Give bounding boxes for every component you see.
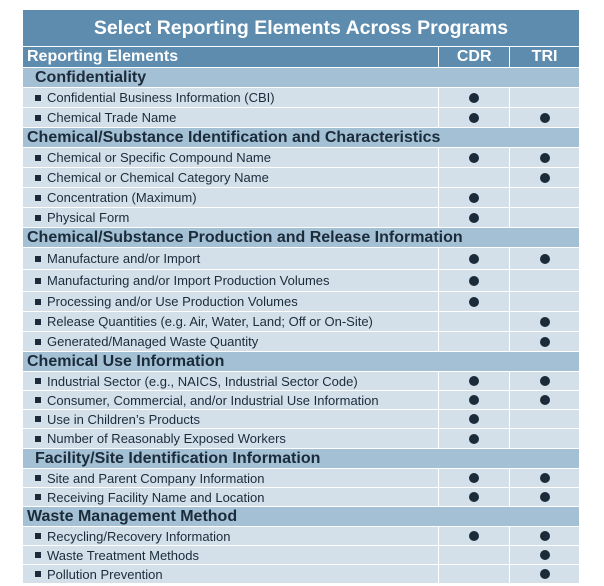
tri-cell: [510, 527, 579, 545]
filled-circle-icon: [540, 113, 550, 123]
tri-cell: [510, 469, 579, 487]
filled-circle-icon: [469, 193, 479, 203]
table-row: [23, 148, 579, 167]
filled-circle-icon: [540, 317, 550, 327]
filled-circle-icon: [540, 254, 550, 264]
cdr-cell: [439, 332, 510, 351]
header-elements: Reporting Elements: [23, 47, 439, 67]
filled-circle-icon: [540, 376, 550, 386]
section-confidentiality: Confidentiality: [23, 68, 579, 87]
cdr-cell: [439, 312, 510, 331]
bullet-square-icon: [35, 155, 41, 161]
tri-cell: [510, 108, 579, 127]
section-identification: Chemical/Substance Identification and Characteristics: [23, 128, 579, 147]
filled-circle-icon: [540, 337, 550, 347]
tri-cell: [510, 429, 579, 448]
table-row: [23, 188, 579, 207]
cdr-cell: [439, 469, 510, 487]
cdr-cell: [439, 391, 510, 409]
tri-cell: [510, 565, 579, 583]
cdr-cell: [439, 292, 510, 311]
filled-circle-icon: [469, 113, 479, 123]
bullet-square-icon: [35, 436, 41, 442]
row-label: Manufacture and/or Import: [47, 251, 201, 266]
bullet-square-icon: [35, 299, 41, 305]
bullet-square-icon: [35, 319, 41, 325]
bullet-square-icon: [35, 278, 41, 284]
cdr-cell: [439, 208, 510, 227]
row-label: Number of Reasonably Exposed Workers: [47, 431, 286, 446]
cdr-cell: [439, 148, 510, 167]
filled-circle-icon: [540, 173, 550, 183]
row-label: Consumer, Commercial, and/or Industrial Use Information: [47, 392, 379, 408]
table-row: [23, 332, 579, 351]
header-row: [23, 47, 579, 67]
tri-cell: [510, 312, 579, 331]
filled-circle-icon: [540, 569, 550, 579]
table-row: [23, 565, 579, 583]
tri-cell: [510, 168, 579, 187]
row-label: Waste Treatment Methods: [47, 547, 199, 563]
row-label: Concentration (Maximum): [47, 190, 197, 205]
tri-cell: [510, 208, 579, 227]
cdr-cell: [439, 410, 510, 428]
bullet-square-icon: [35, 533, 41, 539]
row-label: Chemical or Specific Compound Name: [47, 150, 271, 165]
tri-cell: [510, 332, 579, 351]
bullet-square-icon: [35, 416, 41, 422]
filled-circle-icon: [469, 213, 479, 223]
table-row: [23, 88, 579, 107]
filled-circle-icon: [540, 531, 550, 541]
tri-cell: [510, 391, 579, 409]
bullet-square-icon: [35, 475, 41, 481]
row-label: Confidential Business Information (CBI): [47, 90, 275, 105]
section-chemical-use: Chemical Use Information: [23, 352, 579, 371]
table-row: [23, 292, 579, 311]
filled-circle-icon: [540, 395, 550, 405]
tri-cell: [510, 88, 579, 107]
row-label: Industrial Sector (e.g., NAICS, Industrial Sector Code): [47, 373, 358, 389]
filled-circle-icon: [540, 473, 550, 483]
bullet-square-icon: [35, 339, 41, 345]
table-row: [23, 312, 579, 331]
cdr-cell: [439, 565, 510, 583]
row-label: Site and Parent Company Information: [47, 470, 265, 486]
row-label: Chemical Trade Name: [47, 110, 177, 125]
tri-cell: [510, 546, 579, 564]
filled-circle-icon: [469, 531, 479, 541]
cdr-cell: [439, 270, 510, 291]
tri-cell: [510, 188, 579, 207]
filled-circle-icon: [469, 492, 479, 502]
cdr-cell: [439, 429, 510, 448]
filled-circle-icon: [469, 473, 479, 483]
tri-cell: [510, 148, 579, 167]
cdr-cell: [439, 188, 510, 207]
bullet-square-icon: [35, 256, 41, 262]
row-label: Chemical or Chemical Category Name: [47, 170, 269, 185]
tri-cell: [510, 270, 579, 291]
table-row: [23, 108, 579, 127]
section-waste-management: Waste Management Method: [23, 507, 579, 526]
table-row: [23, 248, 579, 269]
cdr-cell: [439, 168, 510, 187]
filled-circle-icon: [469, 254, 479, 264]
row-label: Pollution Prevention: [47, 566, 163, 582]
cdr-cell: [439, 546, 510, 564]
tri-cell: [510, 488, 579, 506]
filled-circle-icon: [540, 492, 550, 502]
reporting-elements-table: [23, 10, 579, 583]
filled-circle-icon: [469, 276, 479, 286]
filled-circle-icon: [469, 93, 479, 103]
table-row: [23, 527, 579, 545]
bullet-square-icon: [35, 378, 41, 384]
filled-circle-icon: [469, 297, 479, 307]
filled-circle-icon: [540, 550, 550, 560]
row-label: Release Quantities (e.g. Air, Water, Land; Off or On-Site): [47, 314, 373, 329]
filled-circle-icon: [540, 153, 550, 163]
tri-cell: [510, 410, 579, 428]
bullet-square-icon: [35, 195, 41, 201]
table-row: [23, 469, 579, 487]
section-facility-site: Facility/Site Identification Information: [23, 449, 579, 468]
cdr-cell: [439, 248, 510, 269]
filled-circle-icon: [469, 434, 479, 444]
bullet-square-icon: [35, 552, 41, 558]
bullet-square-icon: [35, 397, 41, 403]
cdr-cell: [439, 527, 510, 545]
table-row: [23, 208, 579, 227]
filled-circle-icon: [469, 414, 479, 424]
row-label: Use in Children’s Products: [47, 411, 200, 427]
cdr-cell: [439, 372, 510, 390]
section-production-release: Chemical/Substance Production and Release Information: [23, 228, 579, 247]
bullet-square-icon: [35, 215, 41, 221]
cdr-cell: [439, 488, 510, 506]
bullet-square-icon: [35, 494, 41, 500]
row-label: Physical Form: [47, 210, 130, 225]
bullet-square-icon: [35, 175, 41, 181]
filled-circle-icon: [469, 395, 479, 405]
bullet-square-icon: [35, 571, 41, 577]
table-row: [23, 391, 579, 409]
header-cdr: CDR: [439, 47, 510, 67]
tri-cell: [510, 292, 579, 311]
row-label: Generated/Managed Waste Quantity: [47, 334, 259, 349]
row-label: Receiving Facility Name and Location: [47, 489, 265, 505]
table-row: [23, 488, 579, 506]
table-row: [23, 372, 579, 390]
row-label: Recycling/Recovery Information: [47, 528, 231, 544]
row-label: Manufacturing and/or Import Production Volumes: [47, 273, 330, 288]
table-row: [23, 168, 579, 187]
bullet-square-icon: [35, 115, 41, 121]
header-tri: TRI: [531, 48, 558, 65]
table-row: [23, 429, 579, 448]
table-row: [23, 546, 579, 564]
row-label: Processing and/or Use Production Volumes: [47, 294, 298, 309]
table-row: [23, 270, 579, 291]
filled-circle-icon: [469, 153, 479, 163]
table-row: [23, 410, 579, 428]
cdr-cell: [439, 88, 510, 107]
filled-circle-icon: [469, 376, 479, 386]
table-title: Select Reporting Elements Across Programs: [23, 10, 579, 46]
tri-cell: [510, 248, 579, 269]
cdr-cell: [439, 108, 510, 127]
tri-cell: [510, 372, 579, 390]
bullet-square-icon: [35, 95, 41, 101]
